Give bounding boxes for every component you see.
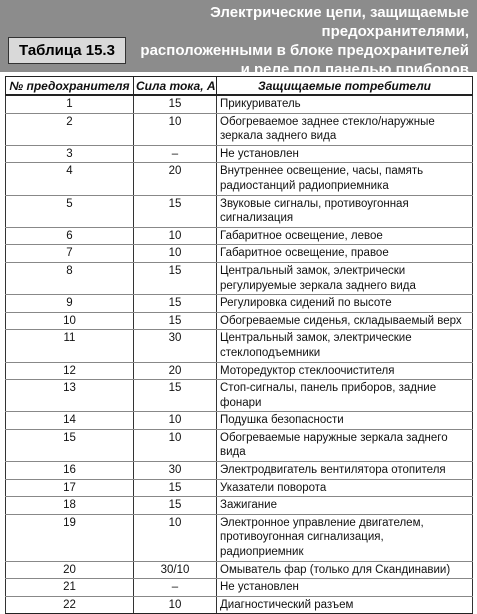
fuse-number-cell: 16 <box>6 462 134 480</box>
fuse-table-container <box>5 76 472 614</box>
consumers-cell: Габаритное освещение, левое <box>217 227 473 245</box>
table-row <box>6 596 473 614</box>
table-row <box>6 514 473 561</box>
table-row <box>6 163 473 195</box>
table-row <box>6 145 473 163</box>
fuse-number-cell: 15 <box>6 429 134 461</box>
current-cell: – <box>134 579 217 597</box>
table-row <box>6 245 473 263</box>
column-header-fuse-number: № предохранителя <box>6 77 134 96</box>
consumers-cell: Подушка безопасности <box>217 412 473 430</box>
fuse-number-cell: 18 <box>6 497 134 515</box>
table-header-banner <box>0 0 477 78</box>
current-cell: 10 <box>134 227 217 245</box>
table-row <box>6 462 473 480</box>
table-header-row <box>6 77 473 96</box>
current-cell: 15 <box>134 295 217 313</box>
fuse-number-cell: 6 <box>6 227 134 245</box>
current-cell: – <box>134 145 217 163</box>
current-cell: 10 <box>134 245 217 263</box>
consumers-cell: Регулировка сидений по высоте <box>217 295 473 313</box>
table-row <box>6 195 473 227</box>
fuse-number-cell: 5 <box>6 195 134 227</box>
fuse-number-cell: 3 <box>6 145 134 163</box>
table-row <box>6 227 473 245</box>
fuse-number-cell: 2 <box>6 113 134 145</box>
current-cell: 15 <box>134 380 217 412</box>
consumers-cell: Центральный замок, электрически регулируемые зеркала заднего вида <box>217 262 473 294</box>
table-row <box>6 262 473 294</box>
current-cell: 10 <box>134 113 217 145</box>
table-row <box>6 429 473 461</box>
current-cell: 30 <box>134 462 217 480</box>
fuse-number-cell: 20 <box>6 561 134 579</box>
consumers-cell: Обогреваемое заднее стекло/наружные зеркала заднего вида <box>217 113 473 145</box>
consumers-cell: Габаритное освещение, правое <box>217 245 473 263</box>
table-title: Электрические цепи, защищаемые предохранителями, расположенными в блоке предохранителей и реле под панелью приборов <box>140 4 469 78</box>
fuse-number-cell: 12 <box>6 362 134 380</box>
consumers-cell: Диагностический разъем <box>217 596 473 614</box>
table-row <box>6 312 473 330</box>
consumers-cell: Электродвигатель вентилятора отопителя <box>217 462 473 480</box>
table-row <box>6 561 473 579</box>
consumers-cell: Не установлен <box>217 579 473 597</box>
current-cell: 10 <box>134 412 217 430</box>
consumers-cell: Омыватель фар (только для Скандинавии) <box>217 561 473 579</box>
consumers-cell: Внутреннее освещение, часы, память радиостанций радиоприемника <box>217 163 473 195</box>
table-row <box>6 95 473 113</box>
consumers-cell: Зажигание <box>217 497 473 515</box>
fuse-number-cell: 9 <box>6 295 134 313</box>
fuse-number-cell: 8 <box>6 262 134 294</box>
current-cell: 10 <box>134 429 217 461</box>
current-cell: 15 <box>134 95 217 113</box>
column-header-consumers: Защищаемые потребители <box>217 77 473 96</box>
fuse-number-cell: 14 <box>6 412 134 430</box>
current-cell: 15 <box>134 195 217 227</box>
consumers-cell: Обогреваемые сиденья, складываемый верх <box>217 312 473 330</box>
table-row <box>6 380 473 412</box>
current-cell: 15 <box>134 262 217 294</box>
table-row <box>6 412 473 430</box>
fuse-number-cell: 13 <box>6 380 134 412</box>
table-row <box>6 295 473 313</box>
consumers-cell: Центральный замок, электрические стеклоподъемники <box>217 330 473 362</box>
current-cell: 30/10 <box>134 561 217 579</box>
current-cell: 20 <box>134 163 217 195</box>
current-cell: 10 <box>134 596 217 614</box>
current-cell: 10 <box>134 514 217 561</box>
consumers-cell: Звуковые сигналы, противоугонная сигнализация <box>217 195 473 227</box>
fuse-number-cell: 21 <box>6 579 134 597</box>
current-cell: 15 <box>134 479 217 497</box>
current-cell: 15 <box>134 312 217 330</box>
current-cell: 30 <box>134 330 217 362</box>
fuse-number-cell: 1 <box>6 95 134 113</box>
fuse-number-cell: 4 <box>6 163 134 195</box>
table-row <box>6 362 473 380</box>
fuse-table <box>5 76 473 614</box>
fuse-number-cell: 10 <box>6 312 134 330</box>
fuse-number-cell: 17 <box>6 479 134 497</box>
table-row <box>6 330 473 362</box>
column-header-current: Сила тока, А <box>134 77 217 96</box>
fuse-number-cell: 22 <box>6 596 134 614</box>
consumers-cell: Не установлен <box>217 145 473 163</box>
consumers-cell: Прикуриватель <box>217 95 473 113</box>
consumers-cell: Обогреваемые наружные зеркала заднего вида <box>217 429 473 461</box>
current-cell: 15 <box>134 497 217 515</box>
table-row <box>6 579 473 597</box>
table-row <box>6 479 473 497</box>
table-row <box>6 497 473 515</box>
fuse-number-cell: 7 <box>6 245 134 263</box>
table-number-label: Таблица 15.3 <box>8 37 126 64</box>
consumers-cell: Указатели поворота <box>217 479 473 497</box>
table-row <box>6 113 473 145</box>
fuse-number-cell: 19 <box>6 514 134 561</box>
consumers-cell: Стоп-сигналы, панель приборов, задние фонари <box>217 380 473 412</box>
consumers-cell: Электронное управление двигателем, противоугонная сигнализация, радиоприемник <box>217 514 473 561</box>
consumers-cell: Моторедуктор стеклоочистителя <box>217 362 473 380</box>
fuse-number-cell: 11 <box>6 330 134 362</box>
current-cell: 20 <box>134 362 217 380</box>
